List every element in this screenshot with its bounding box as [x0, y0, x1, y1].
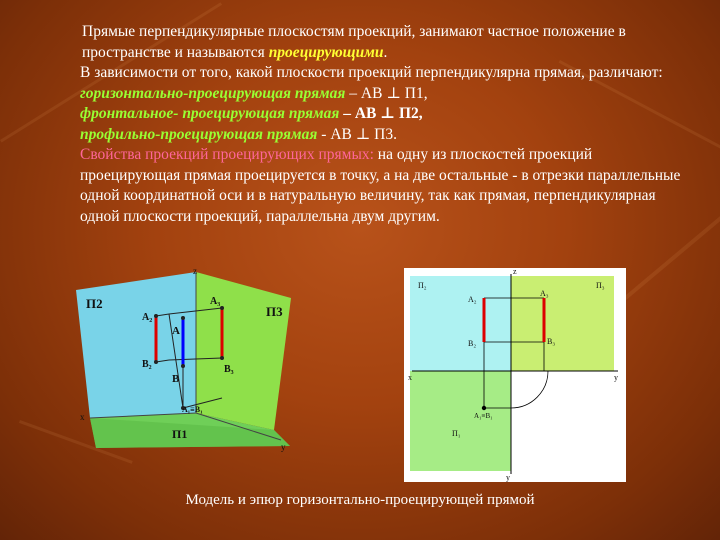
- label-point-a1b1: A₁≡B₁: [182, 405, 203, 414]
- point-a2-marker: [154, 314, 158, 318]
- epure-label-axis-z: z: [513, 268, 517, 276]
- list-item: горизонтально-проецирующая прямая – АВ ⊥ П1,: [80, 84, 428, 102]
- label-plane-horizontal: П1: [172, 427, 188, 441]
- label-point-a2: A₂: [142, 312, 153, 323]
- point-b3-marker: [220, 356, 224, 360]
- epure-drawing: [404, 268, 626, 482]
- label-point-a: A: [172, 325, 180, 337]
- epure-label-point-b3: B₃: [547, 337, 556, 346]
- label-plane-profile: П3: [266, 304, 283, 319]
- epure-label-plane-horizontal: П₁: [452, 429, 461, 438]
- list-item: профильно-проецирующая прямая - АВ ⊥ П3.: [80, 125, 397, 143]
- epure-plane-horizontal: [410, 371, 511, 471]
- label-point-a3: A₃: [210, 296, 221, 307]
- epure-transfer-arc: [511, 371, 548, 408]
- point-a3-marker: [220, 306, 224, 310]
- plane-front: [76, 272, 196, 418]
- point-b2-marker: [154, 360, 158, 364]
- slide-text: [44, 22, 684, 227]
- label-point-b3: B₃: [224, 364, 234, 375]
- epure-label-plane-front: П₂: [418, 281, 427, 290]
- epure-label-point-a3: A₃: [540, 289, 549, 298]
- figure-caption: Модель и эпюр горизонтально-проецирующей прямой: [185, 492, 535, 508]
- properties-label: Свойства проекций проецирующих прямых:: [80, 146, 374, 163]
- epure-label-axis-x: x: [408, 373, 412, 382]
- label-point-b: B: [172, 373, 180, 385]
- epure-label-axis-y-bottom: y: [506, 473, 510, 482]
- list-item: фронтальное- проецирующая прямая – АВ ⊥ П2,: [80, 105, 423, 122]
- paragraph-classification: В зависимости от того, какой плоскости проекций перпендикулярна прямая, различают:: [80, 64, 663, 81]
- label-plane-front: П2: [86, 296, 103, 311]
- paragraph-definition: Прямые перпендикулярные плоскостям проекций, занимают частное положение в пространстве и называются проецирующими.: [82, 23, 626, 61]
- epure-point-a1b1-marker: [482, 406, 486, 410]
- point-a-marker: [181, 316, 185, 320]
- label-axis-y: y: [281, 442, 286, 452]
- epure-label-point-a2: A₂: [468, 295, 477, 304]
- epure-label-axis-y-right: y: [614, 373, 618, 382]
- epure-label-point-a1b1: A₁≡B₁: [474, 412, 493, 420]
- epure-plane-profile: [511, 276, 614, 371]
- label-point-b2: B₂: [142, 359, 152, 370]
- model-3d-drawing: [76, 268, 298, 454]
- model-3d: [76, 268, 298, 454]
- epure-svg: [404, 268, 626, 482]
- label-axis-z: z: [193, 268, 197, 276]
- epure-label-plane-profile: П₃: [596, 281, 605, 290]
- label-axis-x: x: [80, 412, 85, 422]
- epure-label-point-b2: B₂: [468, 339, 477, 348]
- paragraph-properties: Свойства проекций проецирующих прямых: на одну из плоскостей проекций проецирующая прямая проецируется в точку, а на две остальные - в отрезки параллельные одной координатной оси и в натуральную величину, так как прямая, перпендикулярная одной плоскости проекций, параллельна двум другим.: [80, 146, 681, 225]
- epure-plane-front: [410, 276, 511, 371]
- term-projecting: проецирующими: [268, 43, 384, 61]
- point-b-marker: [181, 364, 185, 368]
